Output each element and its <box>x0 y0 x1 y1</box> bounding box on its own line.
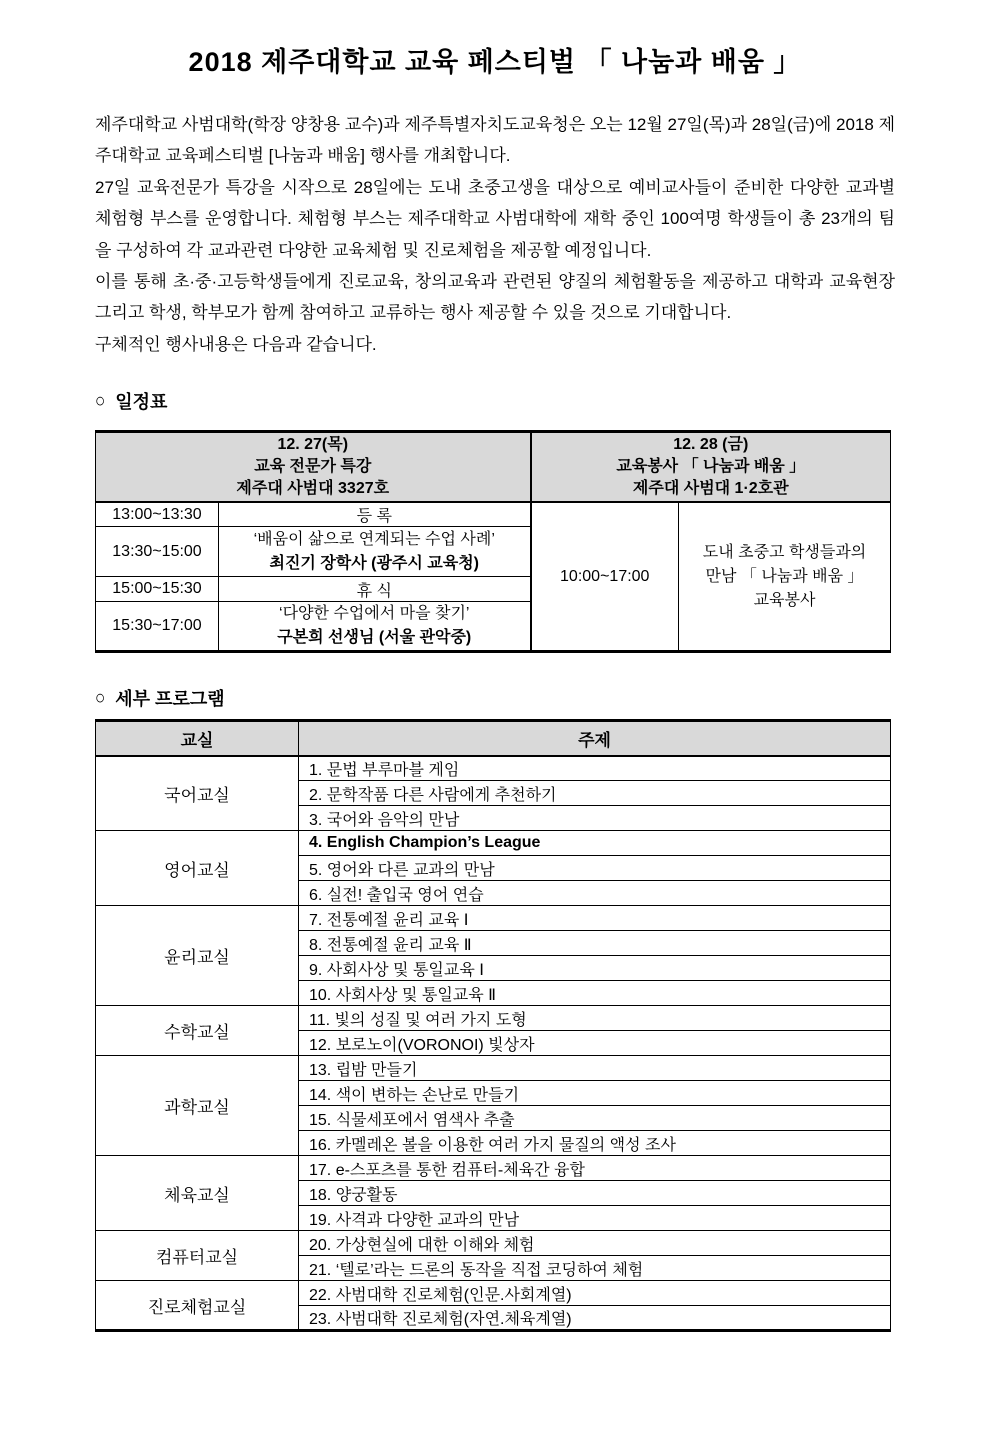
schedule-heading-label: 일정표 <box>115 392 168 413</box>
room-cell: 과학교실 <box>96 1056 299 1156</box>
schedule-day2-event: 교육봉사 「 나눔과 배움 」 <box>616 458 806 475</box>
topic-cell: 21. ‘텔로’라는 드론의 동작을 직접 코딩하여 체험 <box>299 1256 891 1281</box>
schedule-table <box>95 430 891 653</box>
room-cell: 윤리교실 <box>96 906 299 1006</box>
topic-cell: 11. 빛의 성질 및 여러 가지 도형 <box>299 1006 891 1031</box>
topic-cell: 10. 사회사상 및 통일교육 Ⅱ <box>299 981 891 1006</box>
topic-cell: 14. 색이 변하는 손난로 만들기 <box>299 1081 891 1106</box>
document-page <box>0 40 992 1443</box>
topic-cell: 15. 식물세포에서 염색사 추출 <box>299 1106 891 1131</box>
table-row <box>96 756 891 781</box>
schedule-day2-place: 제주대 사범대 1·2호관 <box>632 480 789 497</box>
schedule-header-day1 <box>96 432 531 502</box>
intro-paragraph-1: 제주대학교 사범대학(학장 양창용 교수)과 제주특별자치도교육청은 오는 12월 27일(목)과 28일(금)에 2018 제주대학교 교육페스티벌 [나눔과 배움] 행사를 개최합니다. <box>95 115 895 166</box>
room-cell: 수학교실 <box>96 1006 299 1056</box>
topic-cell: 8. 전통예절 윤리 교육 Ⅱ <box>299 931 891 956</box>
talk-title: ‘다양한 수업에서 마을 찾기’ <box>279 605 470 623</box>
topic-cell: 2. 문학작품 다른 사람에게 추천하기 <box>299 781 891 806</box>
schedule-day2-desc-cell <box>679 502 891 652</box>
topic-cell: 6. 실전! 출입국 영어 연습 <box>299 881 891 906</box>
topic-cell: 9. 사회사상 및 통일교육 Ⅰ <box>299 956 891 981</box>
schedule-time-cell: 15:00~15:30 <box>96 577 219 602</box>
talk-title: ‘배움이 삶으로 연계되는 수업 사례’ <box>253 530 495 548</box>
schedule-event-cell <box>219 527 531 577</box>
schedule-section-heading <box>95 388 895 414</box>
schedule-event-cell <box>219 602 531 652</box>
circle-bullet-icon: ○ <box>95 389 106 412</box>
topic-cell: 4. English Champion’s League <box>299 831 891 856</box>
topic-cell: 5. 영어와 다른 교과의 만남 <box>299 856 891 881</box>
room-cell: 컴퓨터교실 <box>96 1231 299 1281</box>
room-cell: 진로체험교실 <box>96 1281 299 1331</box>
schedule-header-row <box>96 432 891 502</box>
table-row <box>96 1156 891 1181</box>
room-cell: 국어교실 <box>96 756 299 831</box>
program-section-heading <box>95 685 895 711</box>
room-cell: 체육교실 <box>96 1156 299 1231</box>
page-title: 2018 제주대학교 교육 페스티벌 「 나눔과 배움 」 <box>188 47 802 77</box>
topic-cell: 18. 양궁활동 <box>299 1181 891 1206</box>
table-row <box>96 502 891 527</box>
circle-bullet-icon: ○ <box>95 686 106 709</box>
schedule-time-cell: 13:30~15:00 <box>96 527 219 577</box>
intro-paragraph-3: 이를 통해 초·중·고등학생들에게 진로교육, 창의교육과 관련된 양질의 체험활동을 제공하고 대학과 교육현장 그리고 학생, 학부모가 함께 참여하고 교류하는 행사 제공할 수 있을 것으로 기대합니다. <box>95 272 895 323</box>
topic-cell: 17. e-스포츠를 통한 컴퓨터-체육간 융합 <box>299 1156 891 1181</box>
room-cell: 영어교실 <box>96 831 299 906</box>
program-header-row <box>96 721 891 756</box>
talk-speaker: 구본희 선생님 (서울 관악중) <box>277 629 472 647</box>
program-table <box>95 719 891 1332</box>
schedule-day2-date: 12. 28 (금) <box>673 436 749 453</box>
program-col-room: 교실 <box>96 721 299 756</box>
table-row <box>96 906 891 931</box>
intro-text <box>95 109 895 360</box>
schedule-time-cell: 15:30~17:00 <box>96 602 219 652</box>
topic-cell: 7. 전통예절 윤리 교육 Ⅰ <box>299 906 891 931</box>
intro-paragraph-4: 구체적인 행사내용은 다음과 같습니다. <box>95 334 377 354</box>
schedule-day1-place: 제주대 사범대 3327호 <box>236 480 390 497</box>
schedule-time-cell: 13:00~13:30 <box>96 502 219 527</box>
topic-cell: 1. 문법 부루마블 게임 <box>299 756 891 781</box>
schedule-day2-time-cell: 10:00~17:00 <box>531 502 679 652</box>
schedule-header-day2 <box>531 432 891 502</box>
table-row <box>96 1056 891 1081</box>
schedule-event-cell: 휴 식 <box>219 577 531 602</box>
schedule-day1-date: 12. 27(목) <box>277 436 349 453</box>
topic-cell: 3. 국어와 음악의 만남 <box>299 806 891 831</box>
topic-cell: 22. 사범대학 진로체험(인문.사회계열) <box>299 1281 891 1306</box>
topic-cell: 19. 사격과 다양한 교과의 만남 <box>299 1206 891 1231</box>
table-row <box>96 1281 891 1306</box>
topic-cell: 12. 보로노이(VORONOI) 빛상자 <box>299 1031 891 1056</box>
table-row <box>96 1231 891 1256</box>
program-heading-label: 세부 프로그램 <box>115 689 225 710</box>
schedule-day2-desc-line3: 교육봉사 <box>753 591 816 609</box>
schedule-event-cell: 등 록 <box>219 502 531 527</box>
intro-paragraph-2: 27일 교육전문가 특강을 시작으로 28일에는 도내 초중고생을 대상으로 예비교사들이 준비한 다양한 교과별 체험형 부스를 운영합니다. 체험형 부스는 제주대학교 사범대학에 재학 중인 100여명 학생들이 총 23개의 팀을 구성하여 각 교과관련 다양한 교육체험 및 진로체험을 제공할 예정입니다. <box>95 177 895 260</box>
table-row <box>96 1006 891 1031</box>
table-row <box>96 831 891 856</box>
topic-cell: 23. 사범대학 진로체험(자연.체육계열) <box>299 1306 891 1331</box>
program-col-topic: 주제 <box>299 721 891 756</box>
topic-cell: 20. 가상현실에 대한 이해와 체험 <box>299 1231 891 1256</box>
schedule-day1-event: 교육 전문가 특강 <box>254 458 372 475</box>
schedule-day2-desc-line1: 도내 초중고 학생들과의 <box>702 543 867 561</box>
topic-cell: 16. 카멜레온 볼을 이용한 여러 가지 물질의 액성 조사 <box>299 1131 891 1156</box>
topic-cell: 13. 립밤 만들기 <box>299 1056 891 1081</box>
schedule-day2-desc-line2: 만남 「 나눔과 배움 」 <box>705 567 864 585</box>
talk-speaker: 최진기 장학사 (광주시 교육청) <box>269 554 479 572</box>
